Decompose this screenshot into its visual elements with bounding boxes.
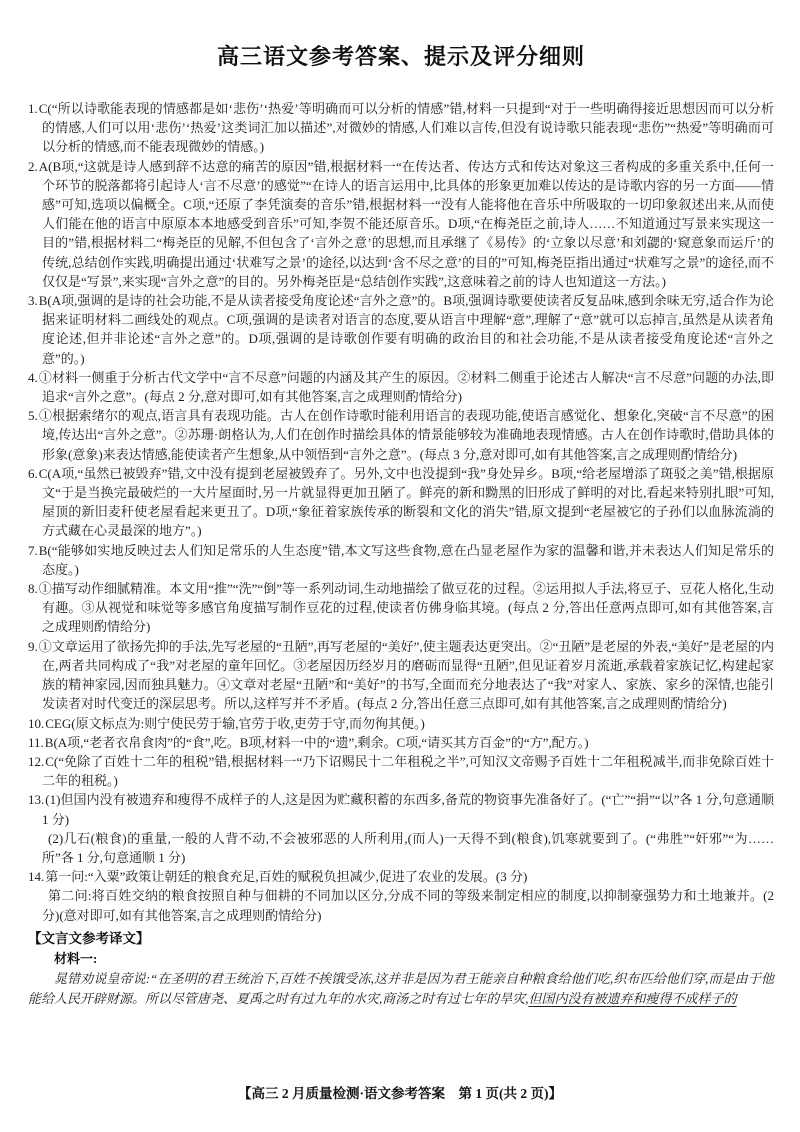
answer-number: 12.	[28, 753, 45, 769]
answer-paragraph: 10.CEG(原文标点为:则宁使民劳于输,官劳于收,吏劳于守,而勿徇其便。)	[28, 715, 425, 731]
answer-item-11	[28, 733, 774, 752]
answer-item-3	[28, 291, 774, 368]
answer-paragraph: 3.B(A项,强调的是诗的社会功能,不是从读者接受角度论述“言外之意”的。B项,强调诗歌要使读者反复品味,感到余味无穷,适合作为论据来证明材料二画线处的观点。C项,强调的是读者对语言的态度,要从语言中理解“意”,理解了“意”就可以忘掉言,虽然是从读者角度论述,但并非论述“言外之意”的。D项,强调的是诗歌创作要有明确的政治目的和社会功能,不是从读者接受角度论述“言外之意”的。)	[28, 293, 774, 366]
answer-paragraph: 1.C(“所以诗歌能表现的情感都是如‘悲伤’‘热爱’等明确而可以分析的情感”错,材料一只提到“对于一些明确得接近思想因而可以分析的情感,人们可以用‘悲伤’‘热爱’这类词汇加以描述”,对微妙的情感,人们难以言传,但没有说诗歌只能表现“悲伤”“热爱”等明确而可以分析的情感,而不能表现微妙的情感。)	[28, 101, 774, 155]
answer-paragraph: 13.(1)但国内没有被遗弃和瘦得不成样子的人,这是因为贮藏积蓄的东西多,备荒的物资事先准备好了。(“亡”“捐”“以”各 1 分,句意通顺 1 分)	[28, 792, 774, 827]
page-title: 高三语文参考答案、提示及评分细则	[216, 44, 585, 69]
answer-number: 8.	[28, 581, 38, 597]
answer-paragraph: 8.①描写动作细腻精准。本文用“推”“洗”“倒”等一系列动词,生动地描绘了做豆花的过程。②运用拟人手法,将豆子、豆花人格化,生动有趣。③从视觉和味觉等多感官角度描写制作豆花的过程,使读者仿佛身临其境。(每点 2 分,答出任意两点即可,如有其他答案,言之成理则酌情给分)	[28, 581, 774, 635]
translation-text: 晁错劝说皇帝说:“在圣明的君王统治下,百姓不挨饿受冻,这并非是因为君王能亲自种粮食给他们吃,织布匹给他们穿,而是由于他能给人民开辟财源。所以尽管唐尧、夏禹之时有过九年的水灾,商汤之时有过七年的旱灾,	[28, 970, 774, 1007]
answer-number: 2.	[28, 158, 38, 174]
answer-number: 9.	[28, 638, 38, 654]
answer-subparagraph: 第二问:将百姓交纳的粮食按照自种与佃耕的不同加以区分,分成不同的等级来制定相应的制度,以抑制豪强势力和土地兼并。(2 分)(意对即可,如有其他答案,言之成理则酌情给分)	[42, 888, 774, 923]
answer-paragraph: 9.①文章运用了欲扬先抑的手法,先写老屋的“丑陋”,再写老屋的“美好”,使主题表达更突出。②“丑陋”是老屋的外表,“美好”是老屋的内在,两者共同构成了“我”对老屋的童年回忆。③老屋因历经岁月的磨砺而显得“丑陋”,但见证着岁月流逝,承载着家族记忆,构建起家族的精神家园,因而独具魅力。④文章对老屋“丑陋”和“美好”的书写,全面而充分地表达了“我”对家人、家族、家乡的深情,也能引发读者对时代变迁的深层思考。所以,这样写并不矛盾。(每点 2 分,答出任意三点即可,如有其他答案,言之成理则酌情给分)	[28, 638, 774, 712]
answer-item-10	[28, 714, 774, 733]
answer-paragraph: 5.①根据索绪尔的观点,语言具有表现功能。古人在创作诗歌时能利用语言的表现功能,使语言感觉化、想象化,突破“言不尽意”的困境,传达出“言外之意”。②苏珊·朗格认为,人们在创作时描绘具体的情景能够较为准确地表现情感。古人在创作诗歌时,借助具体的形象(意象)来表达情感,能使读者产生想象,从中领悟到“言外之意”。(每点 3 分,意对即可,如有其他答案,言之成理则酌情给分)	[28, 408, 774, 462]
answer-item-1	[28, 99, 774, 157]
material-one-label: 材料一:	[54, 950, 98, 966]
underlined-translation-text: 但国内没有被遗弃和瘦得不成样子的	[528, 991, 737, 1007]
answer-paragraph: 6.C(A项,“虽然已被毁弃”错,文中没有提到老屋被毁弃了。另外,文中也没提到“我”身处异乡。B项,“给老屋增添了斑驳之美”错,根据原文“于是当换完最破烂的一大片屋面时,另一片就显得更加丑陋了。鲜亮的新和黝黑的旧形成了鲜明的对比,看起来特别扎眼”可知,屋顶的新旧麦秆使老屋看起来更丑了。D项,“象征着家族传承的断裂和文化的消失”错,原文提到“老屋被它的子孙们以血脉流淌的方式藏在心灵最深的地方”。)	[28, 465, 774, 539]
answer-number: 7.	[28, 542, 38, 558]
answer-paragraph: 2.A(B项,“这就是诗人感到辞不达意的痛苦的原因”错,根据材料一“在传达者、传达方式和传达对象这三者构成的多重关系中,任何一个环节的脱落都将引起诗人‘言不尽意’的感觉”“在诗人的语言运用中,比具体的形象更加难以传达的是诗歌内容的另一方面——情感”可知,选项以偏概全。C项,“还原了李凭演奏的音乐”错,根据材料一“没有人能将他在音乐中所吸取的一切印象叙述出来,从而使人们能在他的语言中原原本本地感受到音乐”可知,李贺不能还原音乐。D项,“在梅尧臣之前,诗人……不知道通过写景来实现这一目的”错,根据材料二“梅尧臣的见解,不但包含了‘言外之意’的思想,而且承继了《易传》的‘立象以尽意’和刘勰的‘窥意象而运斤’的传统,总结创作实践,明确提出通过‘状难写之景’的途径,以达到‘含不尽之意’的目的”可知,梅尧臣指出通过“状难写之景”的途径,而不仅仅是“写景”,来实现“言外之意”的目的。另外梅尧臣是“总结创作实践”,这意味着之前的诗人也知道这一方法。)	[28, 158, 774, 289]
answer-item-8	[28, 579, 774, 637]
answer-item-4	[28, 368, 774, 406]
page-footer: 【高三 2 月质量检测·语文参考答案 第 1 页(共 2 页)】	[238, 1086, 562, 1101]
answer-number: 14.	[28, 869, 45, 885]
answer-number: 4.	[28, 369, 38, 385]
answer-paragraph: 4.①材料一侧重于分析古代文学中“言不尽意”问题的内涵及其产生的原因。②材料二侧重于论述古人解决“言不尽意”问题的办法,即追求“言外之意”。(每点 2 分,意对即可,如有其他答案,言之成理则酌情给分)	[28, 369, 774, 405]
answer-subparagraph: (2)几石(粮食)的重量,一般的人背不动,不会被邪恶的人所利用,(而人)一天得不到(粮食),饥寒就要到了。(“弗胜”“奸邪”“为……所”各 1 分,句意通顺 1 分)	[42, 830, 774, 865]
translation-paragraph	[28, 969, 774, 1010]
answer-item-14	[28, 867, 774, 925]
answer-number: 10.	[28, 715, 45, 731]
answer-number: 1.	[28, 101, 38, 116]
answer-paragraph: 12.C(“免除了百姓十二年的租税”错,根据材料一“乃下诏赐民十二年租税之半”,可知汉文帝赐予百姓十二年租税减半,而非免除百姓十二年的租税。)	[28, 753, 774, 789]
answer-paragraph: 14.第一问:“入粟”政策让朝廷的粮食充足,百姓的赋税负担减少,促进了农业的发展。(3 分)	[28, 869, 528, 885]
answer-number: 5.	[28, 408, 38, 424]
answer-item-12	[28, 752, 774, 790]
answer-item-13	[28, 790, 774, 867]
answer-item-6	[28, 464, 774, 541]
answer-paragraph: 11.B(A项,“老者衣帛食肉”的“食”,吃。B项,材料一中的“遗”,剩余。C项,“请买其方百金”的“方”,配方。)	[28, 734, 589, 750]
translation-section-header: 【文言文参考译文】	[28, 930, 150, 946]
answer-item-2	[28, 157, 774, 291]
answer-number: 11.	[28, 734, 44, 750]
answer-number: 6.	[28, 465, 38, 481]
answer-item-9	[28, 637, 774, 714]
answer-list	[28, 99, 774, 925]
answer-item-5	[28, 406, 774, 464]
answer-number: 3.	[28, 293, 38, 309]
answer-paragraph: 7.B(“能够如实地反映过去人们知足常乐的人生态度”错,本文写这些食物,意在凸显老屋作为家的温馨和谐,并未表达人们知足常乐的态度。)	[28, 542, 774, 577]
answer-item-7	[28, 541, 774, 579]
answer-number: 13.	[28, 792, 45, 808]
